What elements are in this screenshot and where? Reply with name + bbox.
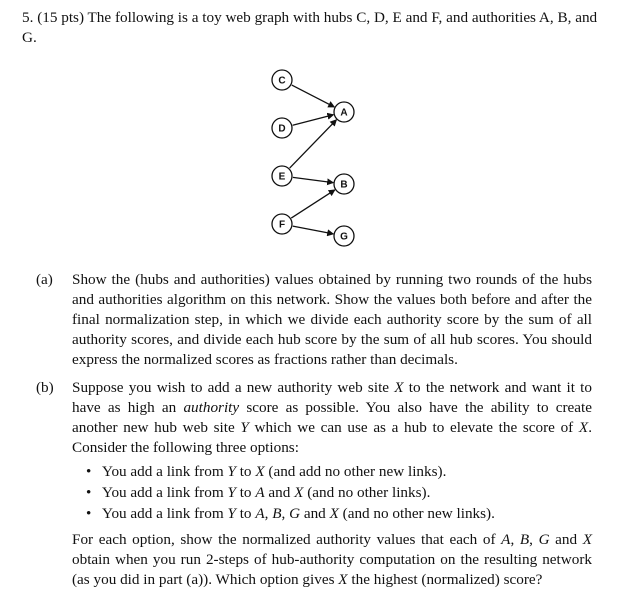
bullet-icon: • (86, 484, 92, 501)
problem-header (22, 8, 612, 48)
edge-c-to-a (292, 85, 334, 107)
node-label: F (278, 219, 286, 231)
part-a (36, 270, 592, 370)
authority-node-g (334, 226, 354, 246)
part-a-text: Show the (hubs and authorities) values obtained by running two rounds of the hubs and authorities algorithm on this network. Show the values both before and after the final normalization step, in which we divide each authority score by the sum of all authority scores, and divide each hub score by the sum of all hub scores. You should express the normalized scores as fractions rather than decimals. (72, 271, 592, 368)
option-text: You add a link from (102, 463, 228, 480)
part-b-text-5: . Consider the following three options: (72, 419, 592, 456)
part-b-question (72, 530, 592, 590)
option-var: Y (227, 463, 236, 480)
node-label: A (340, 107, 348, 119)
bullet-icon: • (86, 463, 92, 480)
question-var: G (538, 531, 550, 548)
graph-edges (290, 85, 337, 234)
part-a-label: (a) (36, 271, 53, 288)
node-label: D (278, 123, 286, 135)
question-text: and (549, 531, 583, 548)
option-var: G (289, 505, 301, 522)
hub-node-c (272, 70, 292, 90)
option-item-3 (86, 504, 592, 524)
question-var: B (519, 531, 530, 548)
part-b-text-4: which we can use as a hub to elevate the score of (248, 419, 579, 436)
var-x: X (394, 379, 404, 396)
option-var: Y (227, 484, 236, 501)
node-label: G (340, 231, 348, 243)
options-list (72, 462, 592, 524)
question-text: , (529, 531, 539, 548)
question-var: X (338, 571, 348, 588)
web-graph-figure (230, 64, 390, 256)
question-text: For each option, show the normalized authority values that each of (72, 531, 502, 548)
option-text: (and add no other new links). (264, 463, 447, 480)
option-var: Y (227, 505, 236, 522)
edge-f-to-b (291, 190, 335, 218)
part-b-label: (b) (36, 379, 54, 396)
problem-intro: (15 pts) The following is a toy web graph with hubs C, D, E and F, and authorities A, B, and G. (22, 9, 598, 46)
option-text: (and no other links). (303, 484, 431, 501)
problem-number: 5. (22, 9, 34, 26)
option-text: , (281, 505, 290, 522)
part-b-text-1: Suppose you wish to add a new authority web site (72, 379, 395, 396)
edge-e-to-b (293, 177, 333, 182)
part-b (36, 378, 592, 590)
web-graph-svg (230, 64, 390, 256)
hub-node-f (272, 214, 292, 234)
option-text: to (235, 484, 256, 501)
question-var: X (582, 531, 592, 548)
option-text: and (264, 484, 295, 501)
option-text: You add a link from (102, 484, 228, 501)
option-text: and (300, 505, 330, 522)
node-label: B (340, 179, 348, 191)
var-x: X (578, 419, 589, 436)
authority-node-a (334, 102, 354, 122)
problem-parts (36, 270, 592, 598)
option-item-2 (86, 483, 592, 503)
var-y: Y (240, 419, 249, 436)
option-var: X (255, 463, 265, 480)
part-b-text-2: to the network and want it to have as high an (72, 379, 592, 416)
hub-node-e (272, 166, 292, 186)
bullet-icon: • (86, 505, 92, 522)
option-item-1 (86, 462, 592, 482)
node-label: C (278, 75, 286, 87)
hub-node-d (272, 118, 292, 138)
option-text: to (235, 463, 256, 480)
part-b-text-3: score as possible. You also have the ability to create another new hub web site (72, 399, 592, 436)
edge-d-to-a (293, 115, 334, 126)
node-label: E (278, 171, 286, 183)
part-b-text (72, 378, 592, 458)
option-text: to (235, 505, 256, 522)
option-var: A (255, 505, 265, 522)
edge-f-to-g (293, 226, 333, 234)
option-text: , (264, 505, 273, 522)
emph-authority: authority (183, 399, 240, 416)
edge-e-to-a (290, 120, 337, 168)
authority-node-b (334, 174, 354, 194)
option-var: A (255, 484, 265, 501)
option-var: X (294, 484, 304, 501)
question-text: , (510, 531, 520, 548)
option-text: (and no other new links). (338, 505, 495, 522)
question-text: obtain when you run 2-steps of hub-authority computation on the resulting network (as you did in part (a)). Which option gives (72, 551, 592, 588)
option-text: You add a link from (102, 505, 228, 522)
option-var: B (272, 505, 282, 522)
option-var: X (329, 505, 339, 522)
question-text: the highest (normalized) score? (347, 571, 543, 588)
question-var: A (501, 531, 511, 548)
